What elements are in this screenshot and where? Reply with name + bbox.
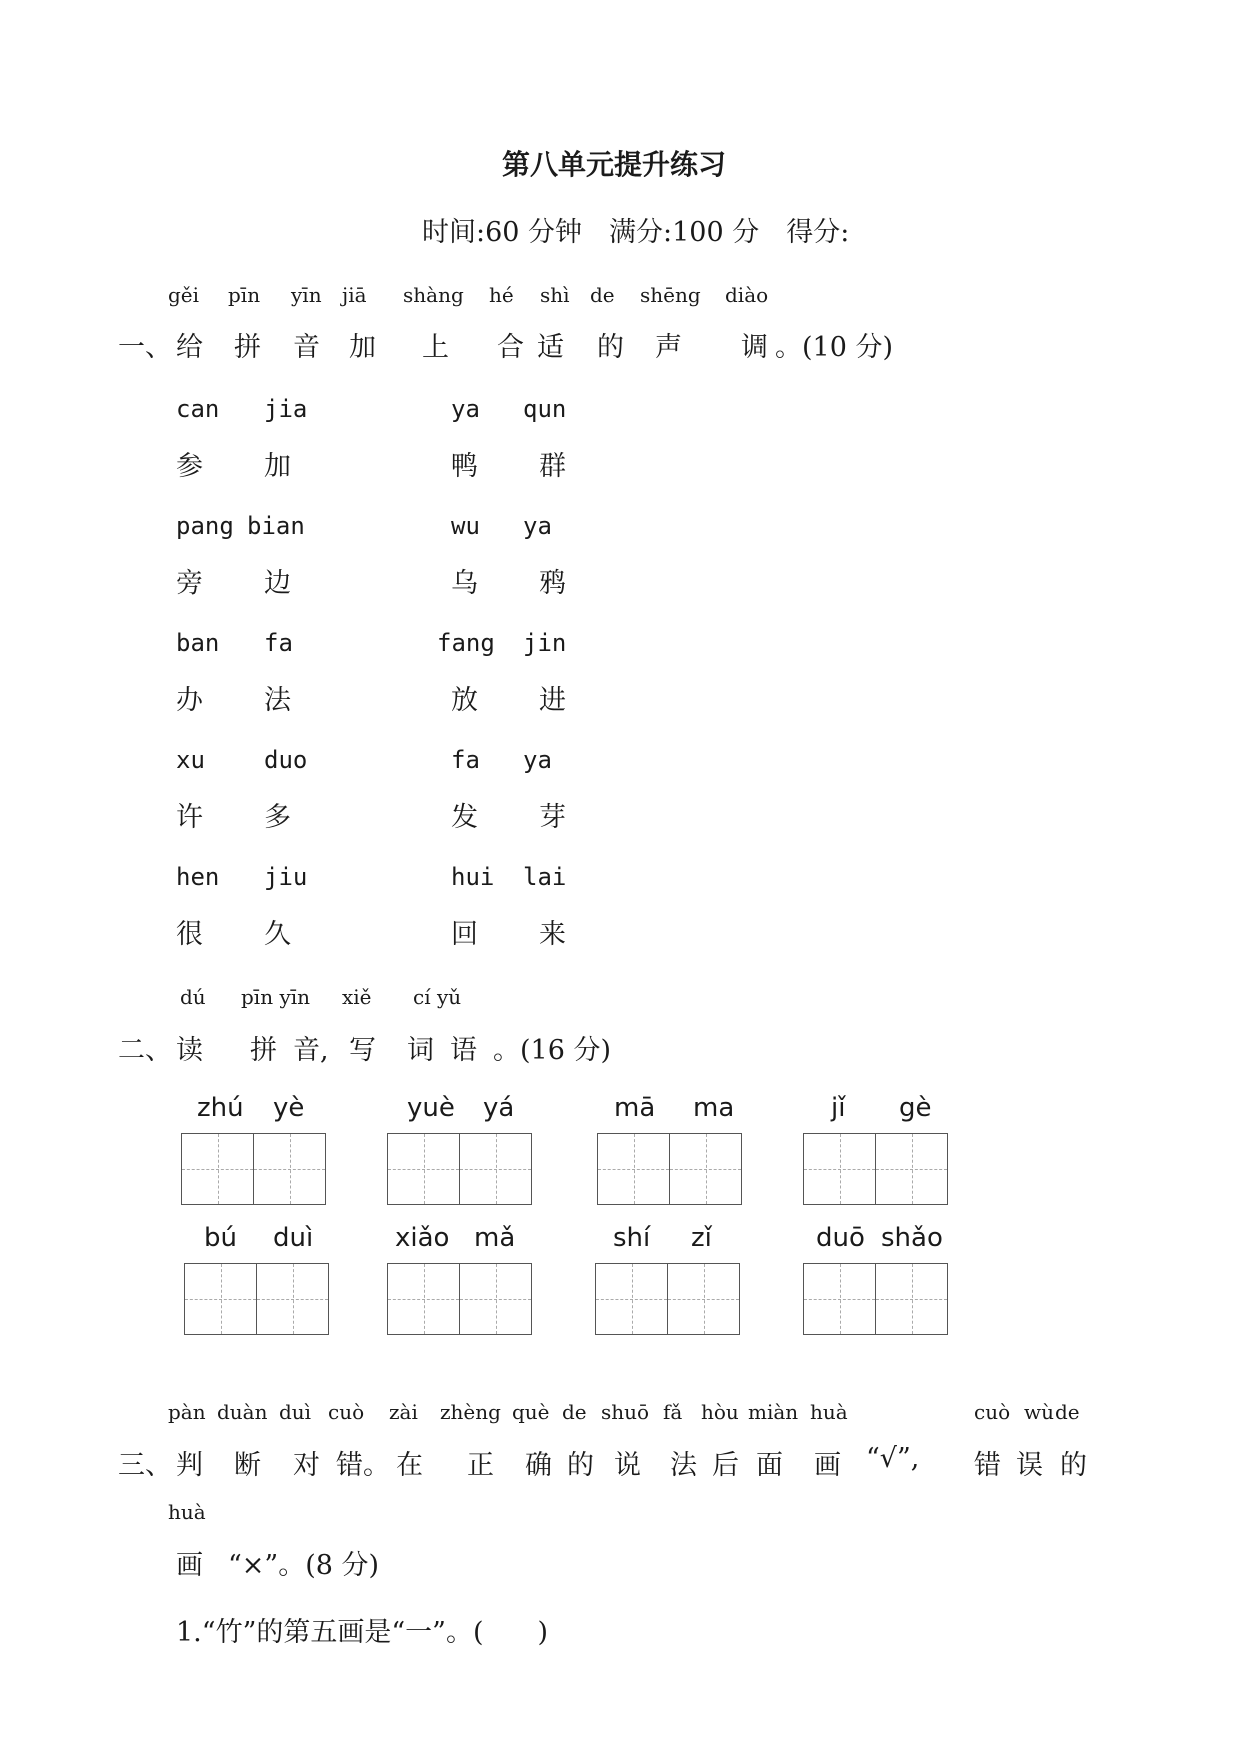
- heading-char: 确: [525, 1450, 552, 1481]
- word-hanzi: 多: [264, 802, 291, 833]
- grid-pinyin: bú: [204, 1223, 237, 1253]
- heading-char: 读: [176, 1035, 203, 1066]
- section1-heading-suffix: 。(10 分): [775, 332, 894, 363]
- section3-line2-char: 画: [176, 1550, 203, 1581]
- writing-grid[interactable]: [387, 1263, 532, 1335]
- heading-pinyin: gěi: [168, 283, 200, 307]
- word-pinyin: jiu: [264, 863, 308, 891]
- grid-pinyin: gè: [899, 1093, 932, 1123]
- word-hanzi: 进: [539, 685, 566, 716]
- grid-cell[interactable]: [875, 1134, 947, 1204]
- heading-char: 的: [1060, 1450, 1087, 1481]
- grid-cell[interactable]: [459, 1134, 531, 1204]
- section2-heading-suffix: 。(16 分): [493, 1035, 612, 1066]
- heading-char: 加: [349, 332, 376, 363]
- word-hanzi: 回: [451, 919, 478, 950]
- heading-char: 说: [614, 1450, 641, 1481]
- heading-char: 合: [497, 332, 524, 363]
- word-pinyin: ya: [523, 746, 552, 774]
- page-title: 第八单元提升练习: [502, 148, 727, 181]
- word-hanzi: 许: [176, 802, 203, 833]
- writing-grid[interactable]: [595, 1263, 740, 1335]
- writing-grid[interactable]: [803, 1133, 948, 1205]
- heading-char: “√”,: [866, 1443, 920, 1474]
- grid-pinyin: duì: [273, 1223, 314, 1253]
- grid-pinyin: xiǎo: [395, 1223, 450, 1253]
- heading-pinyin: cí yǔ: [413, 985, 462, 1009]
- grid-cell[interactable]: [598, 1134, 669, 1204]
- heading-pinyin: duàn: [217, 1400, 268, 1424]
- grid-cell[interactable]: [253, 1134, 325, 1204]
- heading-char: 给: [176, 332, 203, 363]
- word-pinyin: jia: [264, 395, 308, 423]
- grid-pinyin: shǎo: [881, 1223, 943, 1253]
- word-pinyin: ban: [176, 629, 220, 657]
- heading-char: 错: [974, 1450, 1001, 1481]
- heading-pinyin: què: [512, 1400, 550, 1424]
- heading-char: 语: [450, 1035, 477, 1066]
- heading-char: 法: [670, 1450, 697, 1481]
- word-hanzi: 办: [176, 685, 203, 716]
- heading-char: 拼: [250, 1035, 277, 1066]
- heading-char: 对: [293, 1450, 320, 1481]
- word-pinyin: can: [176, 395, 220, 423]
- heading-pinyin: jiā: [342, 283, 367, 307]
- heading-pinyin: hòu: [701, 1400, 739, 1424]
- word-pinyin: lai: [523, 863, 567, 891]
- heading-pinyin: zài: [389, 1400, 418, 1424]
- word-hanzi: 旁: [176, 568, 203, 599]
- heading-char: 词: [407, 1035, 434, 1066]
- page-subtitle: 时间:60 分钟 满分:100 分 得分:: [422, 217, 850, 248]
- word-pinyin: jin: [523, 629, 567, 657]
- word-hanzi: 边: [264, 568, 291, 599]
- writing-grid[interactable]: [803, 1263, 948, 1335]
- grid-pinyin: zhú: [197, 1093, 244, 1123]
- writing-grid[interactable]: [181, 1133, 326, 1205]
- heading-pinyin: de: [590, 283, 615, 307]
- heading-pinyin: duì: [279, 1400, 312, 1424]
- grid-cell[interactable]: [667, 1264, 739, 1334]
- word-hanzi: 群: [539, 451, 566, 482]
- heading-pinyin: shì: [540, 283, 570, 307]
- writing-grid[interactable]: [387, 1133, 532, 1205]
- heading-pinyin: de: [1055, 1400, 1080, 1424]
- heading-pinyin: shēng: [640, 283, 701, 307]
- heading-char: 断: [234, 1450, 261, 1481]
- heading-char: 判: [176, 1450, 203, 1481]
- word-hanzi: 参: [176, 451, 203, 482]
- heading-pinyin: yīn: [291, 283, 322, 307]
- grid-pinyin: yá: [483, 1093, 515, 1123]
- word-pinyin: bian: [247, 512, 305, 540]
- heading-char: 错。: [336, 1450, 390, 1481]
- word-hanzi: 来: [539, 919, 566, 950]
- heading-char: 面: [756, 1450, 783, 1481]
- grid-cell[interactable]: [182, 1134, 253, 1204]
- section2-heading-prefix: 二、: [118, 1035, 172, 1066]
- grid-pinyin: shí: [613, 1223, 651, 1253]
- grid-pinyin: jǐ: [831, 1093, 846, 1123]
- heading-pinyin: huà: [810, 1400, 848, 1424]
- heading-pinyin: shàng: [403, 283, 464, 307]
- word-hanzi: 加: [264, 451, 291, 482]
- word-pinyin: fa: [451, 746, 480, 774]
- heading-char: 声: [655, 332, 682, 363]
- heading-pinyin: shuō: [601, 1400, 650, 1424]
- grid-cell[interactable]: [256, 1264, 328, 1334]
- grid-cell[interactable]: [459, 1264, 531, 1334]
- grid-cell[interactable]: [804, 1264, 875, 1334]
- heading-char: 误: [1016, 1450, 1043, 1481]
- word-hanzi: 芽: [539, 802, 566, 833]
- heading-char: 在: [396, 1450, 423, 1481]
- grid-cell[interactable]: [185, 1264, 256, 1334]
- word-pinyin: ya: [451, 395, 480, 423]
- heading-char: 音,: [293, 1035, 329, 1066]
- grid-cell[interactable]: [875, 1264, 947, 1334]
- word-hanzi: 放: [451, 685, 478, 716]
- question-item-1: 1.“竹”的第五画是“一”。( ): [176, 1617, 549, 1648]
- section3-line2-rest: “×”。(8 分): [228, 1550, 380, 1581]
- grid-pinyin: ma: [693, 1093, 735, 1123]
- word-pinyin: ya: [523, 512, 552, 540]
- heading-char: 正: [467, 1450, 494, 1481]
- writing-grid[interactable]: [184, 1263, 329, 1335]
- heading-pinyin: zhèng: [440, 1400, 501, 1424]
- word-hanzi: 乌: [451, 568, 478, 599]
- word-pinyin: wu: [451, 512, 480, 540]
- grid-pinyin: duō: [816, 1223, 865, 1253]
- grid-cell[interactable]: [669, 1134, 741, 1204]
- heading-char: 后: [712, 1450, 739, 1481]
- word-pinyin: hen: [176, 863, 220, 891]
- heading-pinyin: cuò: [328, 1400, 365, 1424]
- grid-pinyin: yuè: [407, 1093, 455, 1123]
- heading-char: 适: [537, 332, 564, 363]
- grid-pinyin: zǐ: [691, 1223, 712, 1253]
- heading-pinyin: de: [562, 1400, 587, 1424]
- heading-char: 上: [422, 332, 449, 363]
- heading-pinyin: pīn yīn: [241, 985, 311, 1009]
- grid-pinyin: mā: [614, 1093, 656, 1123]
- word-pinyin: fang: [437, 629, 495, 657]
- heading-char: 拼: [234, 332, 261, 363]
- section3-pinyin-line2: huà: [168, 1500, 206, 1524]
- word-hanzi: 很: [176, 919, 203, 950]
- heading-char: 音: [293, 332, 320, 363]
- writing-grid[interactable]: [597, 1133, 742, 1205]
- heading-pinyin: miàn: [748, 1400, 799, 1424]
- heading-char: 调: [741, 332, 768, 363]
- section1-heading-prefix: 一、: [118, 332, 172, 363]
- grid-cell[interactable]: [388, 1134, 459, 1204]
- word-hanzi: 鸭: [451, 451, 478, 482]
- heading-char: 写: [349, 1035, 376, 1066]
- grid-pinyin: mǎ: [474, 1223, 516, 1253]
- grid-cell[interactable]: [596, 1264, 667, 1334]
- heading-pinyin: cuò: [974, 1400, 1011, 1424]
- heading-pinyin: pīn: [228, 283, 261, 307]
- word-pinyin: xu: [176, 746, 205, 774]
- heading-pinyin: fǎ: [663, 1400, 683, 1424]
- heading-char: 的: [567, 1450, 594, 1481]
- section3-heading-prefix: 三、: [118, 1450, 172, 1481]
- word-hanzi: 法: [264, 685, 291, 716]
- heading-char: 画: [814, 1450, 841, 1481]
- grid-cell[interactable]: [388, 1264, 459, 1334]
- grid-cell[interactable]: [804, 1134, 875, 1204]
- grid-pinyin: yè: [273, 1093, 305, 1123]
- heading-pinyin: xiě: [342, 985, 372, 1009]
- word-pinyin: pang: [176, 512, 234, 540]
- word-pinyin: qun: [523, 395, 567, 423]
- word-pinyin: hui: [451, 863, 495, 891]
- heading-char: 的: [597, 332, 624, 363]
- heading-pinyin: dú: [180, 985, 206, 1009]
- heading-pinyin: hé: [489, 283, 514, 307]
- word-hanzi: 鸦: [539, 568, 566, 599]
- heading-pinyin: wù: [1024, 1400, 1054, 1424]
- word-pinyin: fa: [264, 629, 293, 657]
- word-pinyin: duo: [264, 746, 308, 774]
- word-hanzi: 发: [451, 802, 478, 833]
- heading-pinyin: pàn: [168, 1400, 206, 1424]
- word-hanzi: 久: [264, 919, 291, 950]
- heading-pinyin: diào: [725, 283, 769, 307]
